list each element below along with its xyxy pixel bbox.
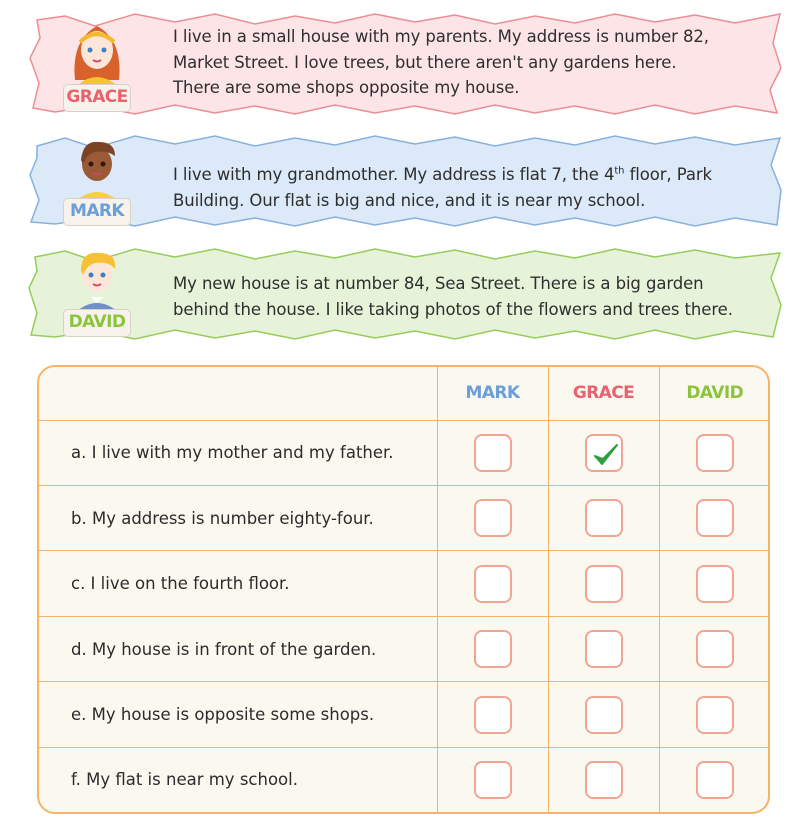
grace-speech-bubble <box>25 8 785 120</box>
david-avatar <box>65 247 129 311</box>
checkbox-c-mark[interactable] <box>474 565 512 603</box>
table-header-row <box>39 367 770 420</box>
table-row <box>39 682 770 747</box>
mark-line-1: I live with my grandmother. My address is flat 7, the 4th floor, Park <box>173 165 712 184</box>
checkbox-c-david[interactable] <box>696 565 734 603</box>
statement-b: b. My address is number eighty-four. <box>39 485 437 550</box>
checkbox-d-mark[interactable] <box>474 630 512 668</box>
checkbox-f-grace[interactable] <box>585 761 623 799</box>
statement-a: a. I live with my mother and my father. <box>39 420 437 485</box>
checkbox-e-david[interactable] <box>696 696 734 734</box>
table-row <box>39 747 770 812</box>
checkbox-a-grace[interactable] <box>585 434 623 472</box>
header-david: DAVID <box>659 367 770 420</box>
checkbox-b-david[interactable] <box>696 499 734 537</box>
statement-c: c. I live on the fourth floor. <box>39 551 437 616</box>
checkbox-e-mark[interactable] <box>474 696 512 734</box>
david-text <box>173 271 765 322</box>
david-line-2: behind the house. I like taking photos of the flowers and trees there. <box>173 299 733 319</box>
table-row <box>39 420 770 485</box>
checkbox-d-david[interactable] <box>696 630 734 668</box>
mark-avatar <box>65 136 129 200</box>
checkbox-b-mark[interactable] <box>474 499 512 537</box>
checkbox-a-david[interactable] <box>696 434 734 472</box>
checkbox-a-mark[interactable] <box>474 434 512 472</box>
statement-f: f. My flat is near my school. <box>39 747 437 812</box>
mark-text <box>173 162 765 213</box>
mark-name-tag: MARK <box>63 198 131 226</box>
checkbox-e-grace[interactable] <box>585 696 623 734</box>
table-row <box>39 616 770 681</box>
grace-text <box>173 24 765 101</box>
grace-name-tag: GRACE <box>63 84 131 112</box>
david-line-1: My new house is at number 84, Sea Street. There is a big garden <box>173 274 704 293</box>
checkbox-f-mark[interactable] <box>474 761 512 799</box>
grace-line-2: Market Street. I love trees, but there aren't any gardens here. <box>173 52 677 72</box>
table-row <box>39 485 770 550</box>
table-row <box>39 551 770 616</box>
grace-line-3: There are some shops opposite my house. <box>173 78 520 97</box>
grace-line-1: I live in a small house with my parents. My address is number 82, <box>173 27 709 46</box>
checkmark-icon <box>592 441 620 469</box>
statement-e: e. My house is opposite some shops. <box>39 682 437 747</box>
david-speech-bubble <box>25 243 785 343</box>
checkbox-b-grace[interactable] <box>585 499 623 537</box>
david-name-tag: DAVID <box>63 309 131 337</box>
mark-line-2: Building. Our flat is big and nice, and it is near my school. <box>173 190 646 210</box>
checkbox-d-grace[interactable] <box>585 630 623 668</box>
matching-table <box>37 365 770 814</box>
header-mark: MARK <box>437 367 548 420</box>
header-blank <box>39 367 437 420</box>
mark-speech-bubble <box>25 130 785 232</box>
checkbox-c-grace[interactable] <box>585 565 623 603</box>
grace-avatar <box>65 20 129 84</box>
header-grace: GRACE <box>548 367 659 420</box>
statement-d: d. My house is in front of the garden. <box>39 616 437 681</box>
checkbox-f-david[interactable] <box>696 761 734 799</box>
